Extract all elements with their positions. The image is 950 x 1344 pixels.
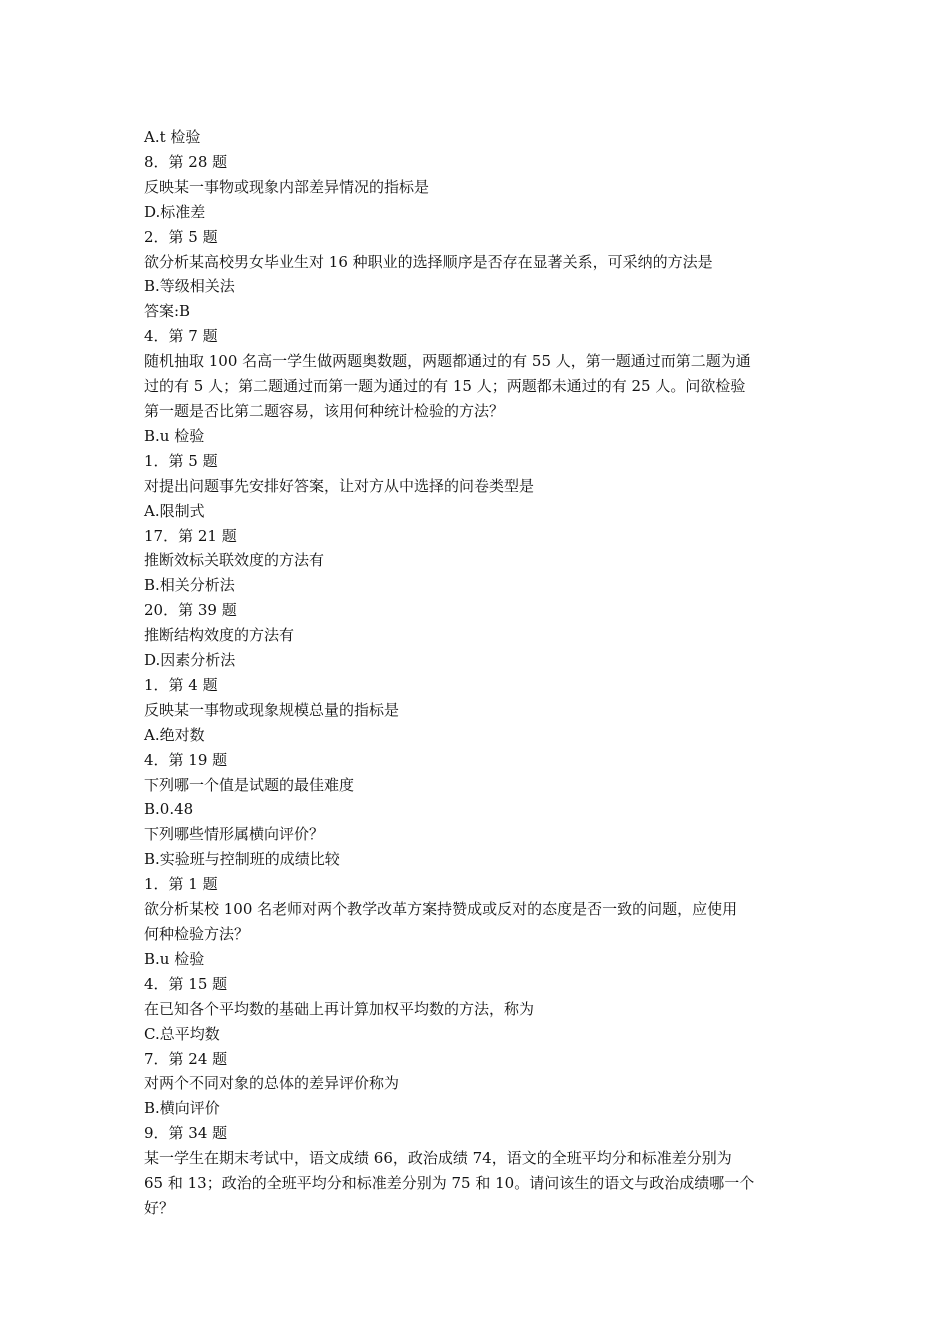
answer-line: B.实验班与控制班的成绩比较 bbox=[144, 850, 340, 869]
answer-line: B.等级相关法 bbox=[144, 277, 235, 296]
question-text: 对两个不同对象的总体的差异评价称为 bbox=[144, 1074, 400, 1093]
question-number: 8．第 28 题 bbox=[144, 152, 228, 171]
question-number: 4．第 15 题 bbox=[144, 974, 228, 993]
question-text: 随机抽取 100 名高一学生做两题奥数题，两题都通过的有 55 人，第一题通过而第二题为通 bbox=[144, 352, 751, 371]
answer-line: D.标准差 bbox=[144, 202, 206, 221]
answer-line: A.t 检验 bbox=[144, 128, 201, 146]
question-text: 反映某一事物或现象内部差异情况的指标是 bbox=[144, 177, 430, 196]
answer-line: C.总平均数 bbox=[144, 1024, 220, 1043]
question-text: 下列哪一个值是试题的最佳难度 bbox=[144, 775, 355, 794]
question-number: 1．第 1 题 bbox=[144, 875, 218, 894]
question-text: 第一题是否比第二题容易，该用何种统计检验的方法？ bbox=[144, 401, 505, 420]
answer-line: B.横向评价 bbox=[144, 1099, 220, 1118]
question-text: 推断效标关联效度的方法有 bbox=[144, 551, 325, 570]
question-text: 好？ bbox=[144, 1198, 175, 1217]
question-number: 4．第 7 题 bbox=[144, 327, 218, 346]
question-text: 欲分析某高校男女毕业生对 16 种职业的选择顺序是否存在显著关系，可采纳的方法是 bbox=[144, 252, 713, 271]
answer-key-line: 答案:B bbox=[144, 302, 191, 321]
question-text: 某一学生在期末考试中，语文成绩 66，政治成绩 74，语文的全班平均分和标准差分别为 bbox=[144, 1149, 732, 1168]
question-number: 20．第 39 题 bbox=[144, 601, 237, 620]
question-number: 4．第 19 题 bbox=[144, 750, 228, 769]
question-text: 反映某一事物或现象规模总量的指标是 bbox=[144, 700, 400, 719]
question-number: 2．第 5 题 bbox=[144, 227, 218, 246]
question-number: 1．第 4 题 bbox=[144, 675, 218, 694]
answer-line: B.u 检验 bbox=[144, 426, 205, 445]
question-text: 下列哪些情形属横向评价？ bbox=[144, 825, 325, 844]
answer-line: B.相关分析法 bbox=[144, 576, 235, 595]
answer-line: A.绝对数 bbox=[144, 725, 205, 744]
question-text: 推断结构效度的方法有 bbox=[144, 626, 295, 645]
question-number: 1．第 5 题 bbox=[144, 451, 218, 470]
question-text: 在已知各个平均数的基础上再计算加权平均数的方法，称为 bbox=[144, 999, 535, 1018]
question-number: 9．第 34 题 bbox=[144, 1124, 228, 1143]
question-text: 65 和 13；政治的全班平均分和标准差分别为 75 和 10。请问该生的语文与政治成绩哪一个 bbox=[144, 1174, 755, 1193]
answer-line: A.限制式 bbox=[144, 501, 205, 520]
document-body bbox=[144, 125, 814, 1221]
question-number: 7．第 24 题 bbox=[144, 1049, 228, 1068]
question-text: 欲分析某校 100 名老师对两个教学改革方案持赞成或反对的态度是否一致的问题，应使用 bbox=[144, 900, 738, 919]
question-text: 过的有 5 人；第二题通过而第一题为通过的有 15 人；两题都未通过的有 25 人。问欲检验 bbox=[144, 377, 746, 396]
question-number: 17．第 21 题 bbox=[144, 526, 237, 545]
answer-line: D.因素分析法 bbox=[144, 651, 236, 670]
question-text: 对提出问题事先安排好答案，让对方从中选择的问卷类型是 bbox=[144, 476, 535, 495]
answer-line: B.0.48 bbox=[144, 800, 194, 819]
answer-line: B.u 检验 bbox=[144, 949, 205, 968]
question-text: 何种检验方法？ bbox=[144, 925, 250, 943]
